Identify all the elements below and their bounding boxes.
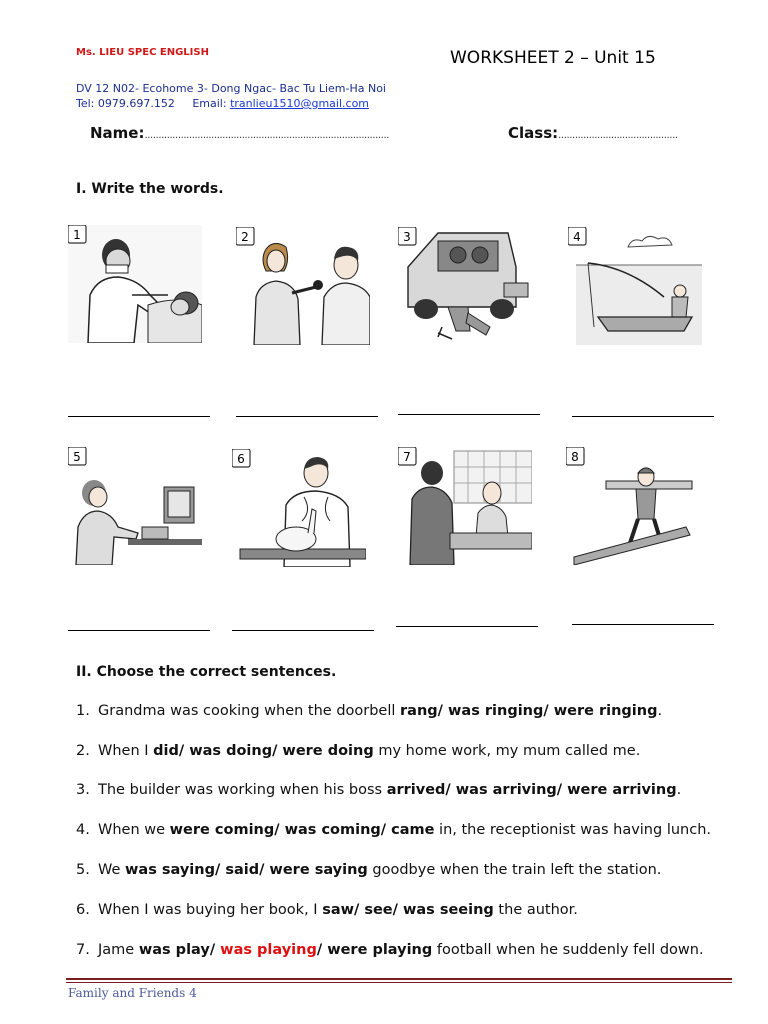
email-link[interactable]: tranlieu1510@gmail.com xyxy=(230,97,370,110)
sentence-1-text: Grandma was cooking when the doorbell xyxy=(98,703,401,719)
answer-blank-1[interactable] xyxy=(68,416,210,417)
name-label: Name: xyxy=(90,124,145,142)
vet-icon xyxy=(232,449,366,567)
reporter-icon xyxy=(236,227,370,345)
sentence-5-choices[interactable]: was saying/ said/ were saying xyxy=(125,862,368,878)
class-field[interactable] xyxy=(508,123,678,142)
picture-7-number: 7 xyxy=(403,450,411,464)
footer-rule-thin xyxy=(66,982,732,983)
sentence-5-text: We xyxy=(98,862,126,878)
name-field[interactable] xyxy=(90,123,389,142)
sentence-7-number: 7. xyxy=(76,942,90,958)
sentence-6-number: 6. xyxy=(76,902,90,918)
answer-blank-7[interactable] xyxy=(396,626,538,627)
sentence-4-number: 4. xyxy=(76,822,90,838)
sentence-3-end: . xyxy=(676,782,682,798)
sentence-3-choices[interactable]: arrived/ was arriving/ were arriving xyxy=(386,782,677,798)
answer-blank-6[interactable] xyxy=(232,630,374,631)
picture-8 xyxy=(566,447,700,565)
contact-line xyxy=(76,97,369,110)
footer-text: Family and Friends 4 xyxy=(68,986,197,1000)
brand-name: Ms. LIEU SPEC ENGLISH xyxy=(76,47,209,58)
picture-3-number: 3 xyxy=(403,230,411,244)
picture-2-number: 2 xyxy=(241,230,249,244)
sentence-6 xyxy=(76,902,578,918)
tel: Tel: 0979.697.152 xyxy=(76,97,175,110)
class-label: Class: xyxy=(508,124,559,142)
picture-5 xyxy=(68,447,202,565)
sentence-4-choices[interactable]: were coming/ was coming/ came xyxy=(169,822,435,838)
dentist-icon xyxy=(68,225,202,343)
picture-4-number: 4 xyxy=(573,230,581,244)
name-dots: ........................................................................................ xyxy=(144,130,390,141)
mechanic-icon xyxy=(398,227,532,345)
answer-blank-3[interactable] xyxy=(398,414,540,415)
sentence-1-number: 1. xyxy=(76,703,90,719)
sentence-5-number: 5. xyxy=(76,862,90,878)
section-1-title: I. Write the words. xyxy=(76,181,224,197)
picture-6 xyxy=(232,449,366,567)
sentence-7-choice-a[interactable]: was play/ xyxy=(138,942,221,958)
sentence-6-text: When I was buying her book, I xyxy=(98,902,323,918)
sentence-7-choice-c[interactable]: / were playing xyxy=(316,942,433,958)
footer-rule xyxy=(66,978,732,980)
sentence-1 xyxy=(76,703,662,719)
picture-1 xyxy=(68,225,202,343)
sentence-4-end: in, the receptionist was having lunch. xyxy=(434,822,711,838)
answer-blank-4[interactable] xyxy=(572,416,714,417)
sentence-5 xyxy=(76,862,661,878)
picture-8-number: 8 xyxy=(571,450,579,464)
sentence-2-choices[interactable]: did/ was doing/ were doing xyxy=(153,743,374,759)
address: DV 12 N02- Ecohome 3- Dong Ngac- Bac Tu Liem-Ha Noi xyxy=(76,82,386,95)
answer-blank-2[interactable] xyxy=(236,416,378,417)
class-dots: ........................................... xyxy=(558,130,678,141)
secretary-icon xyxy=(68,447,202,565)
sentence-1-choices[interactable]: rang/ was ringing/ were ringing xyxy=(400,703,658,719)
sentence-7-choice-b-selected[interactable]: was playing xyxy=(220,942,317,958)
answer-blank-8[interactable] xyxy=(572,624,714,625)
picture-7 xyxy=(398,447,532,565)
sentence-6-choices[interactable]: saw/ see/ was seeing xyxy=(322,902,494,918)
sentence-5-end: goodbye when the train left the station. xyxy=(367,862,662,878)
picture-1-number: 1 xyxy=(73,228,81,242)
sentence-2-number: 2. xyxy=(76,743,90,759)
sentence-4 xyxy=(76,822,711,838)
sentence-2-end: my home work, my mum called me. xyxy=(373,743,641,759)
sentence-4-text: When we xyxy=(98,822,170,838)
sentence-2 xyxy=(76,743,640,759)
picture-5-number: 5 xyxy=(73,450,81,464)
sentence-3-text: The builder was working when his boss xyxy=(98,782,387,798)
sentence-7-end: football when he suddenly fell down. xyxy=(432,942,704,958)
sentence-3 xyxy=(76,782,681,798)
picture-2 xyxy=(236,227,370,345)
answer-blank-5[interactable] xyxy=(68,630,210,631)
section-2-title: II. Choose the correct sentences. xyxy=(76,664,337,680)
receptionist-icon xyxy=(398,447,532,565)
fisherman-icon xyxy=(568,227,702,345)
picture-3 xyxy=(398,227,532,345)
sentence-2-text: When I xyxy=(98,743,154,759)
worksheet-title: WORKSHEET 2 – Unit 15 xyxy=(450,48,656,68)
sentence-7-text: Jame xyxy=(98,942,139,958)
sentence-3-number: 3. xyxy=(76,782,90,798)
picture-4 xyxy=(568,227,702,345)
builder-icon xyxy=(566,447,700,565)
sentence-1-end: . xyxy=(657,703,663,719)
sentence-6-end: the author. xyxy=(493,902,578,918)
email-label: Email: xyxy=(192,97,227,110)
sentence-7 xyxy=(76,942,704,958)
picture-6-number: 6 xyxy=(237,452,245,466)
